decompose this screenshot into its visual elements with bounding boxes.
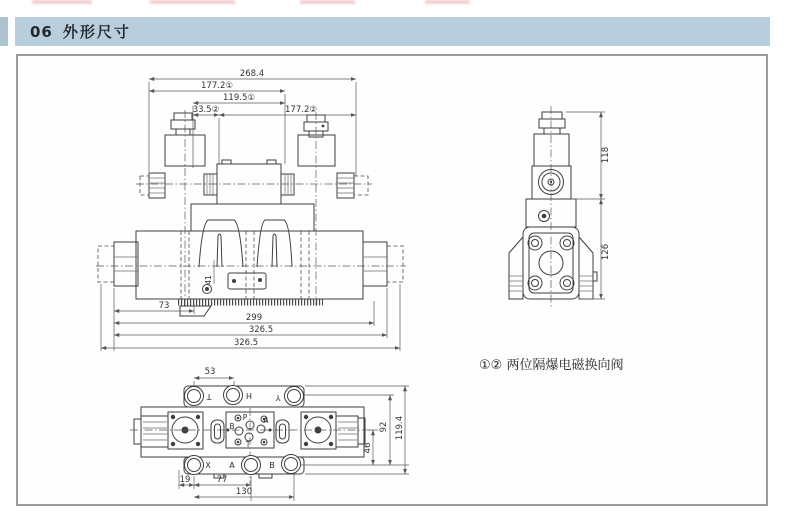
side-view-mounting [509, 106, 597, 308]
dim-118: 118 [601, 146, 611, 164]
lower-port-plate [184, 455, 304, 479]
port-b-center-label: B [229, 422, 235, 431]
dim-126: 126 [601, 243, 611, 261]
port-p-label: P [242, 413, 248, 422]
valve-note: ①② 两位隔爆电磁换向阀 [479, 358, 624, 373]
dim-130: 130 [235, 487, 253, 497]
section-title: 外形尺寸 [62, 23, 131, 41]
top-view [130, 367, 409, 501]
dim-119-4: 119.4 [395, 415, 405, 441]
port-t-top-label: T [206, 392, 212, 401]
scan-artifact [32, 0, 92, 4]
scan-artifact [150, 0, 235, 4]
dim-53: 53 [204, 367, 216, 377]
dim-119-5: 119.5① [223, 93, 255, 103]
dimension-drawing [18, 56, 766, 504]
dim-33-5: 33.5② [192, 105, 220, 115]
port-b-label: B [269, 461, 275, 470]
dim-46: 46 [363, 442, 373, 454]
dim-299: 299 [245, 313, 263, 323]
dim-268-4: 268.4 [239, 69, 265, 79]
dim-177-2-1: 177.2① [201, 81, 233, 91]
scan-artifact [300, 0, 355, 4]
adapter-plate [191, 204, 314, 267]
port-41-label: 41 [204, 275, 213, 285]
port-a-label: A [229, 461, 235, 470]
port-x-label: X [205, 461, 211, 470]
dim-73: 73 [158, 301, 170, 311]
dim-326-5-a: 326.5 [248, 325, 274, 335]
port-y-label: Y [275, 393, 281, 402]
dim-77: 77 [216, 475, 228, 485]
main-valve-body [96, 231, 406, 316]
dim-92: 92 [379, 421, 389, 433]
scan-artifact [425, 0, 470, 4]
drawing-panel [16, 54, 768, 506]
right-solenoid [298, 115, 335, 166]
front-view-bottom-dimensions [101, 284, 400, 351]
section-header [15, 17, 770, 46]
port-t-center-label: T [245, 440, 251, 449]
port-a-center-label: A [263, 416, 269, 425]
dim-177-2-2: 177.2② [285, 105, 317, 115]
side-view-solenoid [532, 112, 571, 199]
section-number: 06 [30, 22, 53, 41]
side-view [509, 106, 611, 308]
dim-326-5-b: 326.5 [233, 338, 259, 348]
left-edge-accent [0, 17, 8, 46]
upper-port-plate [184, 386, 304, 408]
front-view [96, 69, 406, 351]
port-h-label: H [245, 391, 253, 400]
dim-19: 19 [179, 475, 191, 485]
